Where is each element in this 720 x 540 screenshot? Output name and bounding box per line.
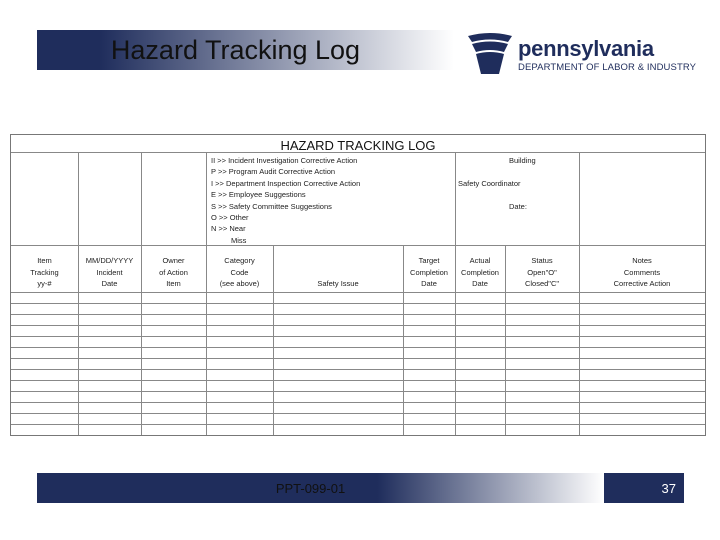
column-header-line: Category [224,256,255,265]
title-bar [37,30,454,70]
grid-line-vertical [455,152,456,245]
category-code-line: O >> Other [211,213,249,222]
column-header-line: Date [472,279,488,288]
category-code-line: S >> Safety Committee Suggestions [211,201,332,211]
table-row-line [11,325,705,326]
category-code-line: N >> Near [211,224,246,234]
column-header-line: Item [166,279,181,288]
log-heading: HAZARD TRACKING LOG [280,138,436,153]
grid-line-vertical [141,152,142,245]
column-header [403,255,455,290]
table-row-line [11,336,705,337]
page-number-box [604,473,684,503]
column-header-line: Date [421,279,437,288]
column-header [78,255,141,290]
column-header-line: Tracking [30,267,59,277]
column-header-line: Incident [96,267,123,277]
column-header [455,255,505,290]
column-header-line: Date [101,279,118,288]
table-row-line [11,413,705,414]
grid-line-vertical [579,152,580,245]
column-header-line: Target [418,256,440,265]
column-header-line: yy-# [37,279,52,288]
column-header-line: Open"O" [527,267,557,277]
column-header-line: Closed"C" [524,279,560,288]
category-code-line: Miss [231,235,247,245]
category-code-line: I >> Department Inspection Corrective Action [211,178,361,188]
column-header-line: Owner [162,256,185,265]
column-header [206,255,273,290]
column-header-line: Corrective Action [613,279,671,288]
column-header-line [273,267,403,279]
grid-line-horizontal [11,152,705,153]
logo-wordmark: pennsylvania [518,36,654,61]
table-row-line [11,380,705,381]
column-header-line: Status [531,256,553,265]
safety-coordinator-label: Safety Coordinator [458,179,521,188]
column-header-line: (see above) [219,279,260,288]
column-header-line: Code [230,267,249,277]
category-code-line: P >> Program Audit Corrective Action [211,167,336,177]
table-row-line [11,391,705,392]
table-row-line [11,347,705,348]
column-header-line: Notes [632,256,652,265]
column-header-line: of Action [159,267,188,277]
table-row-line [11,303,705,304]
grid-line-vertical [206,152,207,245]
logo-subtitle: DEPARTMENT OF LABOR & INDUSTRY [518,62,697,73]
date-label: Date: [509,202,527,211]
table-row-line [11,424,705,425]
grid-line-vertical [78,152,79,245]
column-header [579,255,705,290]
column-header-line: Actual [469,256,491,265]
category-code-line: II >> Incident Investigation Corrective Action [211,156,358,165]
slide-title: Hazard Tracking Log [110,34,361,65]
column-header-line: Completion [410,267,448,277]
column-header-line: MM/DD/YYYY [85,256,134,265]
column-header-line: Comments [623,267,661,277]
column-header [505,255,579,290]
table-row-line [11,369,705,370]
table-row-line [11,314,705,315]
column-header [11,255,78,290]
grid-line-horizontal [11,245,705,246]
building-label: Building [509,156,536,165]
footer-bar [37,473,604,503]
page-number: 37 [661,480,676,496]
column-header-line: Completion [461,267,499,277]
table-row-line [11,402,705,403]
category-code-line: E >> Employee Suggestions [211,190,306,200]
column-header-line: Item [37,256,52,265]
column-header-line: Safety Issue [317,279,359,288]
column-header-line [273,255,403,267]
hazard-log-sheet [10,134,706,436]
footer-code: PPT-099-01 [275,480,346,496]
table-row-line [11,358,705,359]
grid-line-horizontal [11,292,705,293]
column-header [273,255,403,290]
keystone-icon [466,32,514,76]
column-header [141,255,206,290]
pennsylvania-logo [466,32,697,78]
